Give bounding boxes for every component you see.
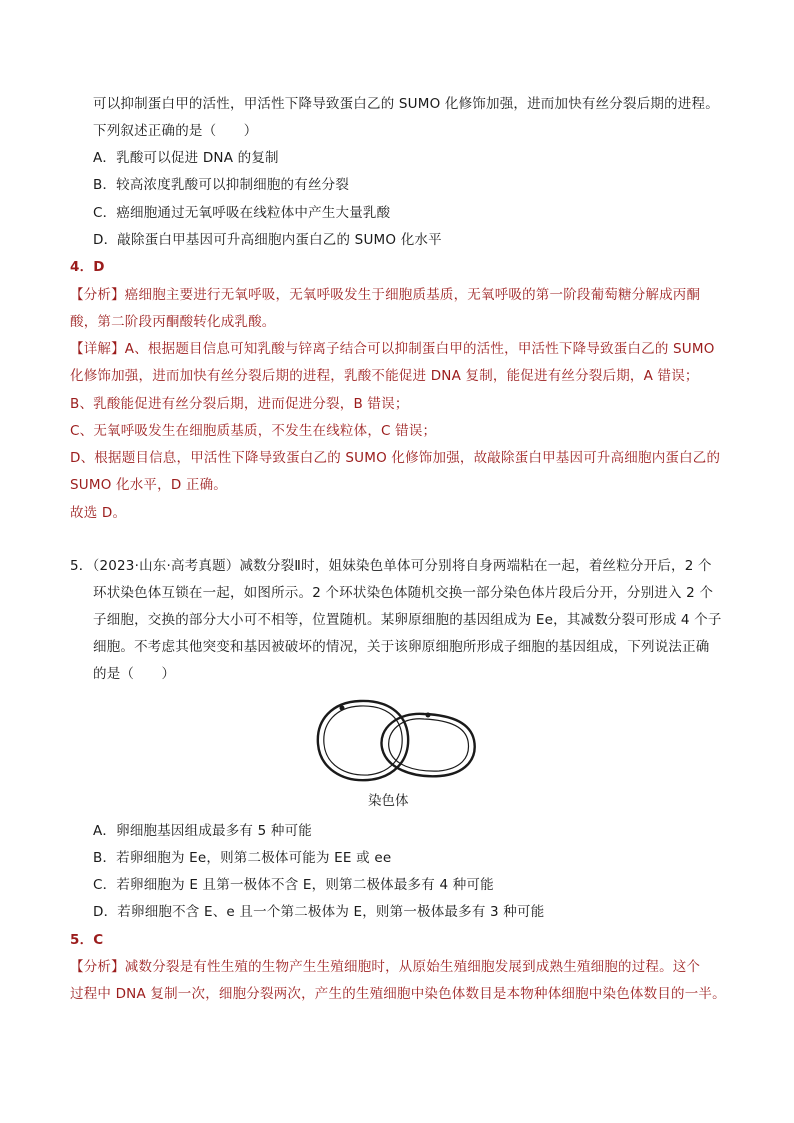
- right-ring-inner: [389, 719, 469, 771]
- a4-analysis-line-1: 【分析】癌细胞主要进行无氧呼吸，无氧呼吸发生于细胞质基质，无氧呼吸的第一阶段葡萄糖分解成丙酮: [70, 287, 701, 303]
- right-ring-outer: [381, 714, 474, 776]
- answer-5: 5．C: [70, 932, 104, 948]
- q5-option-a: A．卵细胞基因组成最多有 5 种可能: [93, 823, 313, 839]
- answer-4: 4．D: [70, 259, 105, 275]
- q3-option-d: D．敲除蛋白甲基因可升高细胞内蛋白乙的 SUMO 化水平: [93, 232, 442, 248]
- centromere-left: [340, 706, 345, 711]
- a4-detail-line-5: D、根据题目信息，甲活性下降导致蛋白乙的 SUMO 化修饰加强，故敲除蛋白甲基因可升高细胞内蛋白乙的: [70, 450, 721, 466]
- a4-detail-line-4: C、无氧呼吸发生在细胞质基质，不发生在线粒体，C 错误；: [70, 423, 437, 439]
- left-ring-inner: [324, 706, 402, 775]
- q3-option-b: B．较高浓度乳酸可以抑制细胞的有丝分裂: [93, 177, 350, 193]
- centromere-right: [426, 713, 431, 718]
- a4-detail-line-2: 化修饰加强，进而加快有丝分裂后期的进程，乳酸不能促进 DNA 复制，能促进有丝分裂后期，A 错误；: [70, 368, 699, 384]
- a4-detail-line-3: B、乳酸能促进有丝分裂后期，进而促进分裂，B 错误；: [70, 396, 409, 412]
- a4-detail-line-6: SUMO 化水平，D 正确。: [70, 477, 228, 493]
- left-ring-outer: [318, 701, 408, 780]
- q3-stem-end: 可以抑制蛋白甲的活性，甲活性下降导致蛋白乙的 SUMO 化修饰加强，进而加快有丝分裂后期的进程。: [93, 96, 719, 112]
- q5-stem-line-3: 子细胞，交换的部分大小可不相等，位置随机。某卵原细胞的基因组成为 Ee，其减数分裂可形成 4 个子: [93, 612, 722, 628]
- a5-analysis-line-2: 过程中 DNA 复制一次，细胞分裂两次，产生的生殖细胞中染色体数目是本物种体细胞中染色体数目的一半。: [70, 986, 726, 1002]
- a4-detail-line-1: 【详解】A、根据题目信息可知乳酸与锌离子结合可以抑制蛋白甲的活性，甲活性下降导致蛋白乙的 SUMO: [70, 341, 715, 357]
- q5-option-c: C．若卵细胞为 E 且第一极体不含 E，则第二极体最多有 4 种可能: [93, 877, 494, 893]
- q3-prompt: 下列叙述正确的是（ ）: [93, 123, 258, 139]
- a5-analysis-line-1: 【分析】减数分裂是有性生殖的生物产生生殖细胞时，从原始生殖细胞发展到成熟生殖细胞的过程。这个: [70, 959, 701, 975]
- q5-stem-line-2: 环状染色体互锁在一起，如图所示。2 个环状染色体随机交换一部分染色体片段后分开，分别进入 2 个: [93, 585, 714, 601]
- q3-option-c: C．癌细胞通过无氧呼吸在线粒体中产生大量乳酸: [93, 205, 391, 221]
- a4-analysis-line-2: 酸，第二阶段丙酮酸转化成乳酸。: [70, 314, 276, 330]
- q5-option-b: B．若卵细胞为 Ee，则第二极体可能为 EE 或 ee: [93, 850, 392, 866]
- interlocked-ring-chromosomes-figure: [312, 698, 482, 784]
- q5-option-d: D．若卵细胞不含 E、e 且一个第二极体为 E，则第一极体最多有 3 种可能: [93, 904, 545, 920]
- a4-detail-line-7: 故选 D。: [70, 505, 127, 521]
- q5-stem-line-1: 5．（2023·山东·高考真题）减数分裂Ⅱ时，姐妹染色单体可分别将自身两端粘在一起，着丝粒分开后，2 个: [70, 558, 712, 574]
- q3-option-a: A．乳酸可以促进 DNA 的复制: [93, 150, 279, 166]
- q5-stem-line-5: 的是（ ）: [93, 666, 176, 682]
- q5-stem-line-4: 细胞。不考虑其他突变和基因被破坏的情况，关于该卵原细胞所形成子细胞的基因组成，下列说法正确: [93, 639, 710, 655]
- figure-caption: 染色体: [368, 793, 409, 809]
